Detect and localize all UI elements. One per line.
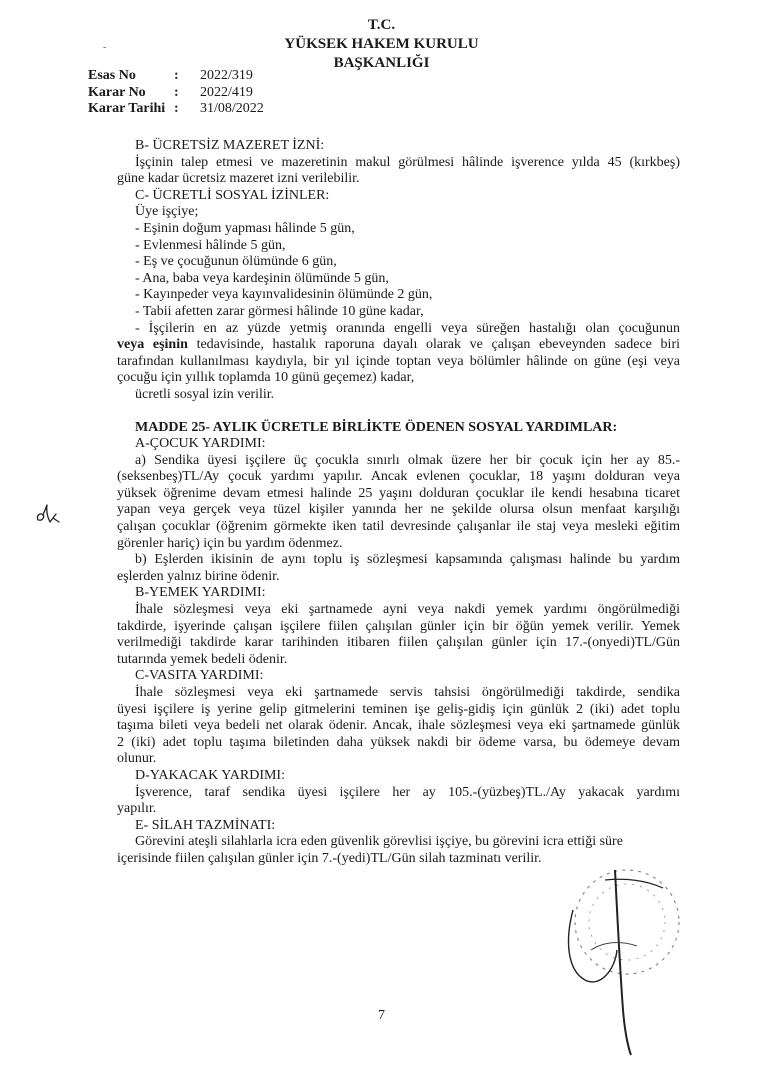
meta-value: 2022/319 <box>200 68 253 83</box>
stray-mark: - <box>103 42 107 53</box>
paragraph-line: İhale sözleşmesi veya eki şartnamede ayni veya nakdi yemek yardımı öngörülmediği <box>135 602 680 618</box>
paragraph-line: olunur. <box>117 751 157 767</box>
paragraph-line: içerisinde fiilen çalışılan günler için 7.-(yedi)TL/Gün silah tazminatı verilir. <box>117 850 542 866</box>
paragraph-line <box>117 337 680 354</box>
paragraph-line: yapan veya gerçek veya tüzel kişiler yanında her ne şekilde olursa olsun menfaat karşılığı <box>117 502 680 518</box>
meta-colon: : <box>174 101 179 116</box>
paragraph-line: (seksenbeş)TL/Ay çocuk yardımı yapılır. Ancak evlenen çocuklar, 18 yaşını dolduran veya <box>117 469 680 485</box>
paragraph-line: görenler hariç) için bu yardım ödenmez. <box>117 535 343 551</box>
header-line-presidency: BAŞKANLIĞI <box>333 55 430 71</box>
paragraph-line: yüksek öğrenime devam etmesi halinde 25 yaşını dolduran çocuklar ile kendi hesabına ticaret <box>117 485 680 501</box>
paragraph-line: tutarında yemek bedeli ödenir. <box>117 651 288 667</box>
paragraph-line: b) Eşlerden ikisinin de aynı toplu iş sözleşmesi kapsamında çalışması halinde bu yardım <box>135 552 680 568</box>
list-item: - Tabii afetten zarar görmesi hâlinde 10 güne kadar, <box>135 303 424 319</box>
paragraph-line: güne kadar ücretsiz mazeret izni verilebilir. <box>117 171 360 187</box>
paragraph-text: tedavisinde, hastalık raporuna dayalı olarak ve çalışan ebeveynden sadece biri <box>187 337 680 353</box>
meta-label: Karar Tarihi <box>88 101 166 116</box>
paragraph-line: üyesi işçilere iş yerine gelip gitmelerini teminen işe geliş-gidiş için günlük 2 (iki) adet toplu <box>117 701 680 717</box>
stamp-signature-icon <box>545 850 695 1060</box>
paragraph-line: ücretli sosyal izin verilir. <box>135 386 275 402</box>
section-title-weapon-allowance: E- SİLAH TAZMİNATI: <box>135 817 276 833</box>
paragraph-line: takdirde, işyerinde çalışan işçilere fiilen çalışılan günler için bir öğün yemek verilir. Yemek <box>117 618 680 634</box>
list-item: - Eşinin doğum yapması hâlinde 5 gün, <box>135 220 355 236</box>
paragraph-line: taşıma bileti veya bedeli net olarak ödenir. Ancak, ihale sözleşmesi veya eki şartnamede günlük <box>117 718 680 734</box>
meta-colon: : <box>174 84 179 100</box>
section-title-child-aid: A-ÇOCUK YARDIMI: <box>135 436 266 452</box>
section-title-meal-aid: B-YEMEK YARDIMI: <box>135 585 266 601</box>
paragraph-line: 2 (iki) adet toplu taşıma biletinden daha yüksek nakdi bir ödeme varsa, bu ödemeye devam <box>117 734 680 750</box>
header-line-institution: YÜKSEK HAKEM KURULU <box>284 36 479 52</box>
meta-value: 31/08/2022 <box>200 101 264 116</box>
meta-label: Karar No <box>88 84 146 100</box>
list-item: - Evlenmesi hâlinde 5 gün, <box>135 237 286 253</box>
document-header <box>0 16 763 73</box>
list-item: - Eş ve çocuğunun ölümünde 6 gün, <box>135 254 337 270</box>
paragraph-line: Üye işçiye; <box>135 204 199 220</box>
paragraph-line: İhale sözleşmesi veya eki şartnamede servis tahsisi öngörülmediği takdirde, sendika <box>135 685 680 700</box>
meta-label: Esas No <box>88 68 136 83</box>
paragraph-line: çalışan çocuklar (öğrenim görmekte iken tatil devresinde çalışanlar ile staj veya mesleki eğitim <box>117 519 680 535</box>
handwritten-initials-icon <box>34 502 64 528</box>
header-line-tc: T.C. <box>367 17 396 33</box>
case-meta <box>88 68 264 118</box>
paragraph-line: tarafından kullanılması kaydıyla, bir yıl içinde toptan veya bölümler hâlinde on güne (eşi veya <box>117 353 680 369</box>
list-item: - Kayınpeder veya kayınvalidesinin ölümünde 2 gün, <box>135 287 433 303</box>
meta-row-esas <box>88 68 264 85</box>
paragraph-line: İşçinin talep etmesi ve mazeretinin makul görülmesi hâlinde işverence yılda 45 (kırkbeş) <box>135 154 680 170</box>
paragraph-line: çocuğu için yıllık toplamda 10 günü geçemez) kadar, <box>117 370 415 386</box>
list-item: - İşçilerin en az yüzde yetmiş oranında engelli veya süreğen hastalığı olan çocuğunun <box>135 320 680 336</box>
section-title-unpaid-leave: B- ÜCRETSİZ MAZERET İZNİ: <box>135 138 325 153</box>
paragraph-line: yapılır. <box>117 801 157 817</box>
list-item: - Ana, baba veya kardeşinin ölümünde 5 gün, <box>135 270 389 286</box>
document-body <box>117 138 680 868</box>
meta-value: 2022/419 <box>200 84 253 100</box>
paragraph-line: İşverence, taraf sendika üyesi işçilere her ay 105.-(yüzbeş)TL./Ay yakacak yardımı <box>135 784 680 800</box>
paragraph-line: eşlerden yalnız birine ödenir. <box>117 568 280 584</box>
article-title: MADDE 25- AYLIK ÜCRETLE BİRLİKTE ÖDENEN SOSYAL YARDIMLAR: <box>135 419 618 435</box>
bold-text: veya eşinin <box>117 337 188 353</box>
spacer <box>117 404 680 420</box>
meta-colon: : <box>174 68 179 83</box>
paragraph-line: verilmediği takdirde karar tarihinden itibaren fiilen çalışılan günler için 17.-(onyedi)TL/Gün <box>117 635 680 651</box>
meta-row-karar-tarihi <box>88 101 264 118</box>
section-title-paid-leave: C- ÜCRETLİ SOSYAL İZİNLER: <box>135 187 330 203</box>
page-number: 7 <box>378 1008 385 1023</box>
section-title-fuel-aid: D-YAKACAK YARDIMI: <box>135 767 285 783</box>
paragraph-line: Görevini ateşli silahlarla icra eden güvenlik görevlisi işçiye, bu görevini icra ettiği süre <box>135 834 623 850</box>
section-title-transport-aid: C-VASITA YARDIMI: <box>135 668 264 684</box>
paragraph-line: a) Sendika üyesi işçilere üç çocukla sınırlı olmak üzere her bir çocuk için her ay 85.- <box>135 452 680 468</box>
meta-row-karar <box>88 85 264 102</box>
